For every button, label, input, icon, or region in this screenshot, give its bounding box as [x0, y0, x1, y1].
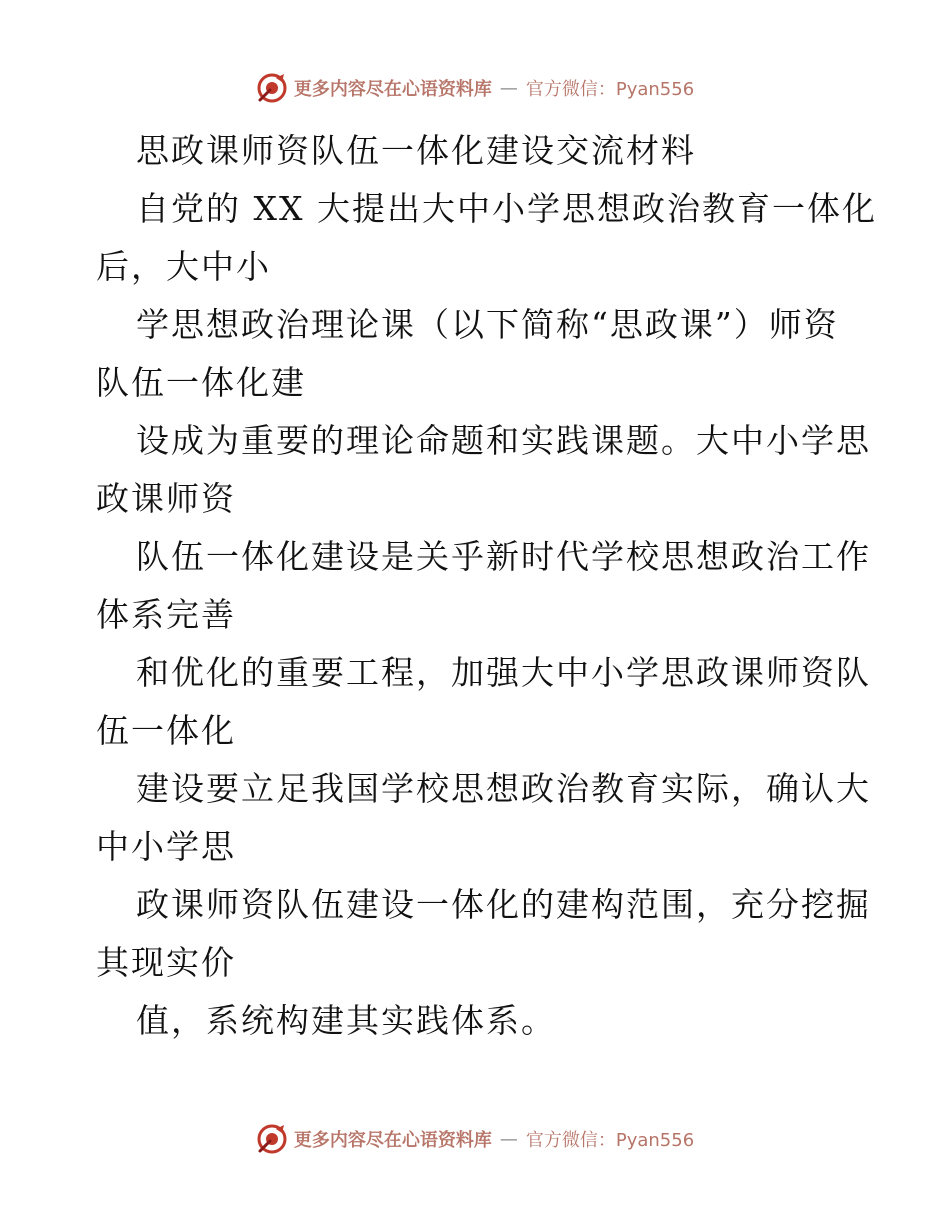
text-line: 和优化的重要工程，加强大中小学思政课师资队	[136, 653, 871, 692]
text-line: 伍一体化	[96, 711, 236, 750]
text-line: 其现实价	[96, 943, 236, 982]
watermark-dash: —	[499, 77, 518, 99]
text-line: 学思想政治理论课（以下简称“思政课”）师资	[136, 305, 839, 344]
text-line: 中小学思	[96, 827, 236, 866]
watermark-dash: —	[499, 1128, 518, 1150]
text-line: 体系完善	[96, 595, 236, 634]
watermark-wechat-text: 官方微信：Pyan556	[525, 1130, 695, 1151]
text-line: 队伍一体化建	[96, 363, 306, 402]
pen-logo-icon	[256, 1123, 288, 1155]
text-line: 设成为重要的理论命题和实践课题。大中小学思	[136, 421, 871, 460]
watermark-main-text: 更多内容尽在心语资料库	[293, 1130, 492, 1151]
text-line: 队伍一体化建设是关乎新时代学校思想政治工作	[136, 537, 871, 576]
text-line: 建设要立足我国学校思想政治教育实际，确认大	[136, 769, 871, 808]
text-line: 值，系统构建其实践体系。	[136, 1001, 556, 1040]
document-body	[96, 122, 877, 1050]
text-line: 思政课师资队伍一体化建设交流材料	[136, 131, 696, 170]
header-watermark	[0, 72, 950, 104]
text-line: 自党的 XX 大提出大中小学思想政治教育一体化	[136, 189, 877, 228]
pen-logo-icon	[256, 72, 288, 104]
watermark-wechat-text: 官方微信：Pyan556	[525, 79, 695, 100]
footer-watermark	[0, 1123, 950, 1155]
text-line: 后，大中小	[96, 247, 271, 286]
text-line: 政课师资	[96, 479, 236, 518]
watermark-main-text: 更多内容尽在心语资料库	[293, 79, 492, 100]
text-line: 政课师资队伍建设一体化的建构范围，充分挖掘	[136, 885, 871, 924]
